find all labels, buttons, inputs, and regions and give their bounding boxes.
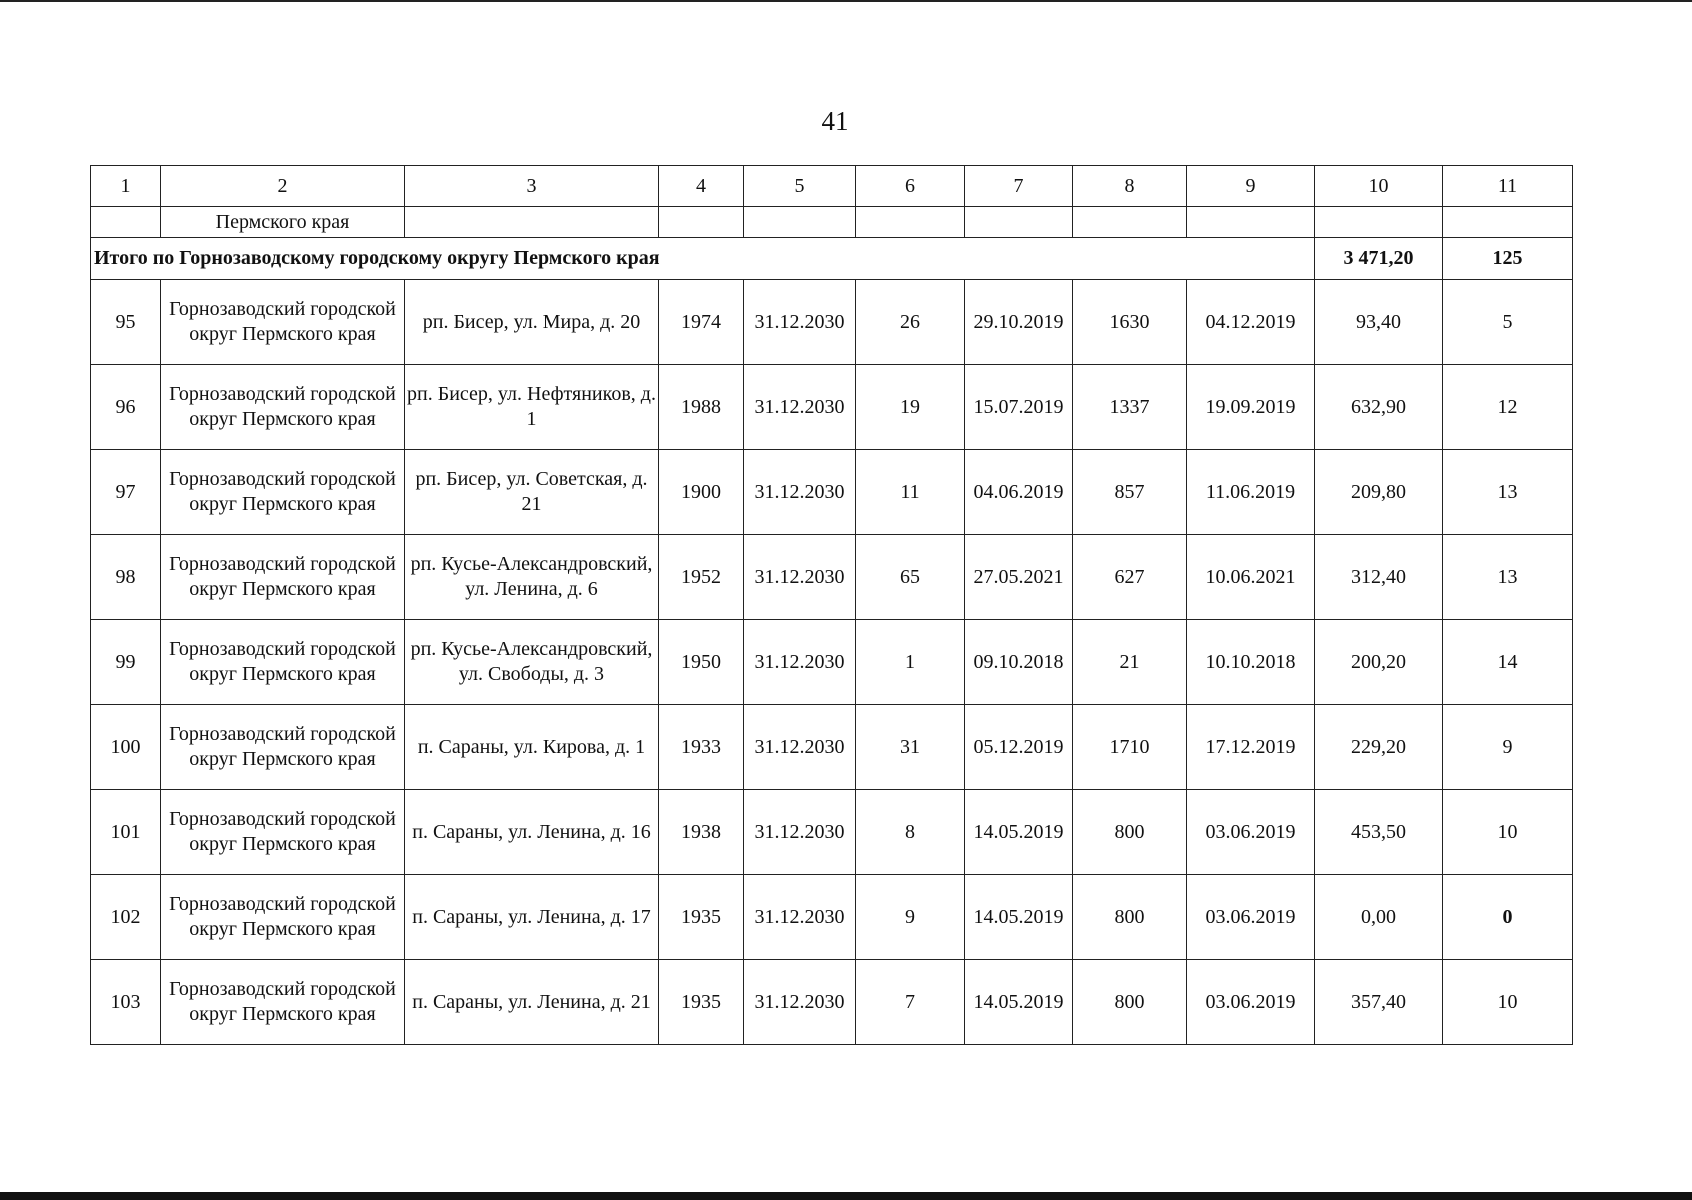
- count-cell: 9: [1443, 705, 1573, 790]
- document-cell: 857: [1073, 450, 1187, 535]
- table-row: [91, 365, 1573, 450]
- column-number: 6: [856, 166, 965, 207]
- municipality-cell: Горнозаводский городской округ Пермского края: [161, 960, 405, 1045]
- address-cell: рп. Кусье-Александровский, ул. Ленина, д. 6: [405, 535, 659, 620]
- total-row: [91, 238, 1573, 280]
- document-cell: 800: [1073, 790, 1187, 875]
- date-cell: 03.06.2019: [1187, 790, 1315, 875]
- table-row: [91, 535, 1573, 620]
- column-number-row: [91, 166, 1573, 207]
- document-cell: 800: [1073, 960, 1187, 1045]
- row-number-cell: 97: [91, 450, 161, 535]
- scan-top-border: [0, 0, 1692, 2]
- document-cell: 800: [1073, 875, 1187, 960]
- date-cell: 10.06.2021: [1187, 535, 1315, 620]
- column-number: 4: [659, 166, 744, 207]
- column-number: 11: [1443, 166, 1573, 207]
- table-row: [91, 280, 1573, 365]
- term-cell: 31.12.2030: [744, 960, 856, 1045]
- column-number: 9: [1187, 166, 1315, 207]
- date-cell: 14.05.2019: [965, 790, 1073, 875]
- table-cell: [1315, 207, 1443, 238]
- table-cell: [856, 207, 965, 238]
- table-cell: [744, 207, 856, 238]
- document-cell: 1337: [1073, 365, 1187, 450]
- date-cell: 03.06.2019: [1187, 960, 1315, 1045]
- municipality-cell: Горнозаводский городской округ Пермского края: [161, 280, 405, 365]
- document-cell: 1630: [1073, 280, 1187, 365]
- date-cell: 09.10.2018: [965, 620, 1073, 705]
- municipality-cell: Горнозаводский городской округ Пермского края: [161, 365, 405, 450]
- address-cell: рп. Кусье-Александровский, ул. Свободы, д. 3: [405, 620, 659, 705]
- address-cell: рп. Бисер, ул. Советская, д. 21: [405, 450, 659, 535]
- date-cell: 11.06.2019: [1187, 450, 1315, 535]
- area-cell: 0,00: [1315, 875, 1443, 960]
- term-cell: 31.12.2030: [744, 705, 856, 790]
- year-cell: 1935: [659, 960, 744, 1045]
- date-cell: 03.06.2019: [1187, 875, 1315, 960]
- area-cell: 209,80: [1315, 450, 1443, 535]
- count-cell: 14: [1443, 620, 1573, 705]
- column-number: 3: [405, 166, 659, 207]
- scan-bottom-border: [0, 1192, 1692, 1200]
- table-cell: [1187, 207, 1315, 238]
- date-cell: 04.06.2019: [965, 450, 1073, 535]
- municipality-cell: Горнозаводский городской округ Пермского края: [161, 535, 405, 620]
- column-number: 2: [161, 166, 405, 207]
- year-cell: 1938: [659, 790, 744, 875]
- count-cell: 10: [1443, 960, 1573, 1045]
- municipality-cell: Горнозаводский городской округ Пермского края: [161, 450, 405, 535]
- date-cell: 17.12.2019: [1187, 705, 1315, 790]
- column-number: 10: [1315, 166, 1443, 207]
- address-cell: п. Сараны, ул. Ленина, д. 21: [405, 960, 659, 1045]
- area-cell: 357,40: [1315, 960, 1443, 1045]
- column-number: 1: [91, 166, 161, 207]
- number-cell: 19: [856, 365, 965, 450]
- number-cell: 26: [856, 280, 965, 365]
- table-cell: [405, 207, 659, 238]
- data-rows: [91, 280, 1573, 1045]
- table-row: [91, 875, 1573, 960]
- date-cell: 27.05.2021: [965, 535, 1073, 620]
- number-cell: 8: [856, 790, 965, 875]
- number-cell: 9: [856, 875, 965, 960]
- area-cell: 632,90: [1315, 365, 1443, 450]
- address-cell: п. Сараны, ул. Ленина, д. 16: [405, 790, 659, 875]
- count-cell: 10: [1443, 790, 1573, 875]
- year-cell: 1950: [659, 620, 744, 705]
- number-cell: 65: [856, 535, 965, 620]
- year-cell: 1988: [659, 365, 744, 450]
- term-cell: 31.12.2030: [744, 365, 856, 450]
- date-cell: 15.07.2019: [965, 365, 1073, 450]
- table-row: [91, 450, 1573, 535]
- number-cell: 31: [856, 705, 965, 790]
- row-number-cell: 100: [91, 705, 161, 790]
- row-number-cell: 96: [91, 365, 161, 450]
- term-cell: 31.12.2030: [744, 875, 856, 960]
- area-cell: 200,20: [1315, 620, 1443, 705]
- year-cell: 1935: [659, 875, 744, 960]
- column-number: 7: [965, 166, 1073, 207]
- year-cell: 1900: [659, 450, 744, 535]
- table-cell: [659, 207, 744, 238]
- date-cell: 29.10.2019: [965, 280, 1073, 365]
- table-cell: [965, 207, 1073, 238]
- date-cell: 14.05.2019: [965, 960, 1073, 1045]
- term-cell: 31.12.2030: [744, 280, 856, 365]
- number-cell: 1: [856, 620, 965, 705]
- address-cell: рп. Бисер, ул. Мира, д. 20: [405, 280, 659, 365]
- count-cell: 5: [1443, 280, 1573, 365]
- continuation-text: Пермского края: [161, 207, 405, 238]
- document-cell: 21: [1073, 620, 1187, 705]
- total-label: Итого по Горнозаводскому городскому округу Пермского края: [91, 238, 1315, 280]
- count-cell: 13: [1443, 535, 1573, 620]
- column-number: 5: [744, 166, 856, 207]
- address-cell: п. Сараны, ул. Кирова, д. 1: [405, 705, 659, 790]
- total-count: 125: [1443, 238, 1573, 280]
- term-cell: 31.12.2030: [744, 450, 856, 535]
- year-cell: 1952: [659, 535, 744, 620]
- date-cell: 05.12.2019: [965, 705, 1073, 790]
- row-number-cell: 98: [91, 535, 161, 620]
- date-cell: 10.10.2018: [1187, 620, 1315, 705]
- number-cell: 7: [856, 960, 965, 1045]
- table-row: [91, 620, 1573, 705]
- year-cell: 1933: [659, 705, 744, 790]
- table-cell: [1073, 207, 1187, 238]
- date-cell: 14.05.2019: [965, 875, 1073, 960]
- column-number: 8: [1073, 166, 1187, 207]
- address-cell: п. Сараны, ул. Ленина, д. 17: [405, 875, 659, 960]
- total-area: 3 471,20: [1315, 238, 1443, 280]
- address-cell: рп. Бисер, ул. Нефтяников, д. 1: [405, 365, 659, 450]
- housing-register-table: [90, 165, 1573, 1045]
- row-number-cell: 101: [91, 790, 161, 875]
- table-row: [91, 705, 1573, 790]
- count-cell: 0: [1443, 875, 1573, 960]
- area-cell: 453,50: [1315, 790, 1443, 875]
- count-cell: 13: [1443, 450, 1573, 535]
- row-number-cell: 102: [91, 875, 161, 960]
- table-row: [91, 960, 1573, 1045]
- municipality-cell: Горнозаводский городской округ Пермского края: [161, 620, 405, 705]
- row-number-cell: 103: [91, 960, 161, 1045]
- table-cell: [1443, 207, 1573, 238]
- municipality-cell: Горнозаводский городской округ Пермского края: [161, 875, 405, 960]
- area-cell: 312,40: [1315, 535, 1443, 620]
- municipality-cell: Горнозаводский городской округ Пермского края: [161, 705, 405, 790]
- date-cell: 04.12.2019: [1187, 280, 1315, 365]
- table-row: [91, 790, 1573, 875]
- area-cell: 93,40: [1315, 280, 1443, 365]
- row-number-cell: 99: [91, 620, 161, 705]
- document-cell: 1710: [1073, 705, 1187, 790]
- count-cell: 12: [1443, 365, 1573, 450]
- number-cell: 11: [856, 450, 965, 535]
- term-cell: 31.12.2030: [744, 620, 856, 705]
- page-number: 41: [821, 106, 849, 136]
- municipality-cell: Горнозаводский городской округ Пермского края: [161, 790, 405, 875]
- document-cell: 627: [1073, 535, 1187, 620]
- term-cell: 31.12.2030: [744, 535, 856, 620]
- term-cell: 31.12.2030: [744, 790, 856, 875]
- row-number-cell: 95: [91, 280, 161, 365]
- year-cell: 1974: [659, 280, 744, 365]
- area-cell: 229,20: [1315, 705, 1443, 790]
- table-cell: [91, 207, 161, 238]
- date-cell: 19.09.2019: [1187, 365, 1315, 450]
- continuation-row: [91, 207, 1573, 238]
